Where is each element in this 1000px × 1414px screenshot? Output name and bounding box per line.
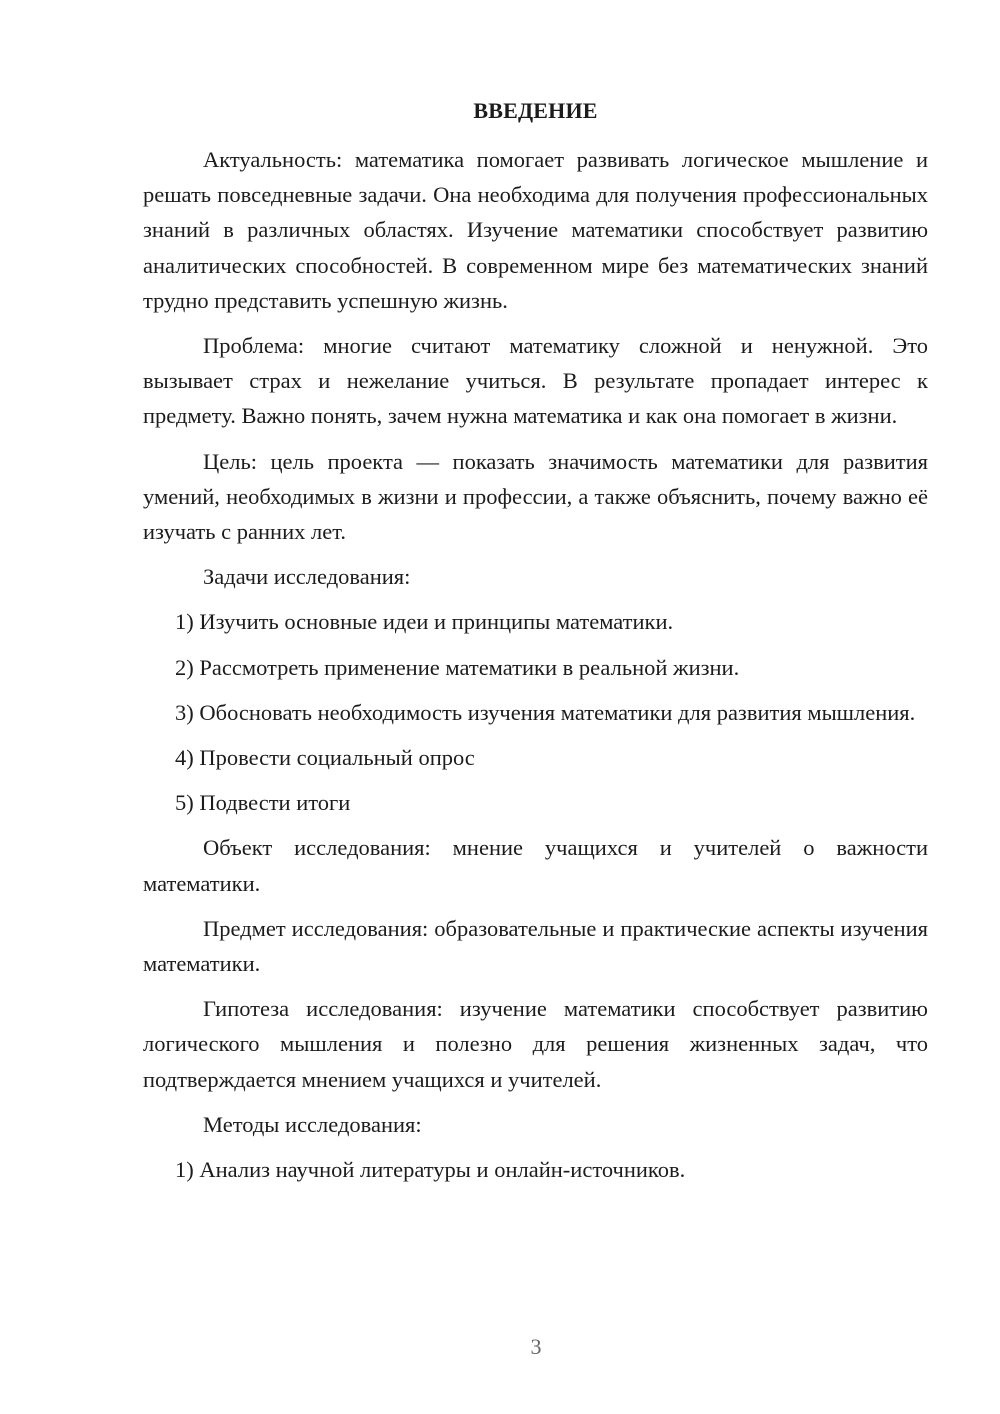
method-item: 1) Анализ научной литературы и онлайн-источников. (175, 1157, 686, 1183)
paragraph-relevance: Актуальность: математика помогает развивать логическое мышление и решать повседневные задачи. Она необходима для получения профессиональных знаний в различных областях. Изучение математики способствует развитию аналитических способностей. В современном мире без математических знаний трудно представить успешную жизнь. (143, 147, 928, 313)
paragraph-hypothesis: Гипотеза исследования: изучение математики способствует развитию логического мышления и полезно для решения жизненных задач, что подтверждается мнением учащихся и учителей. (143, 996, 928, 1092)
task-item: 1) Изучить основные идеи и принципы математики. (175, 609, 674, 635)
paragraph-object: Объект исследования: мнение учащихся и учителей о важности математики. (143, 835, 928, 896)
task-item: 5) Подвести итоги (175, 790, 351, 816)
paragraph-goal: Цель: цель проекта — показать значимость математики для развития умений, необходимых в жизни и профессии, а также объяснить, почему важно её изучать с ранних лет. (143, 448, 928, 545)
page-number: 3 (530, 1334, 542, 1359)
task-item: 3) Обосновать необходимость изучения математики для развития мышления. (175, 699, 916, 725)
paragraph-subject: Предмет исследования: образовательные и практические аспекты изучения математики. (143, 915, 928, 977)
methods-heading: Методы исследования: (203, 1111, 422, 1137)
task-item: 4) Провести социальный опрос (175, 745, 475, 771)
document-body (143, 142, 928, 1197)
task-item: 2) Рассмотреть применение математики в реальной жизни. (175, 654, 740, 680)
tasks-heading: Задачи исследования: (203, 564, 411, 590)
paragraph-problem: Проблема: многие считают математику сложной и ненужной. Это вызывает страх и нежелание учиться. В результате пропадает интерес к предмету. Важно понять, зачем нужна математика и как она помогает в жизни. (143, 333, 928, 429)
page-title: ВВЕДЕНИЕ (473, 98, 598, 123)
